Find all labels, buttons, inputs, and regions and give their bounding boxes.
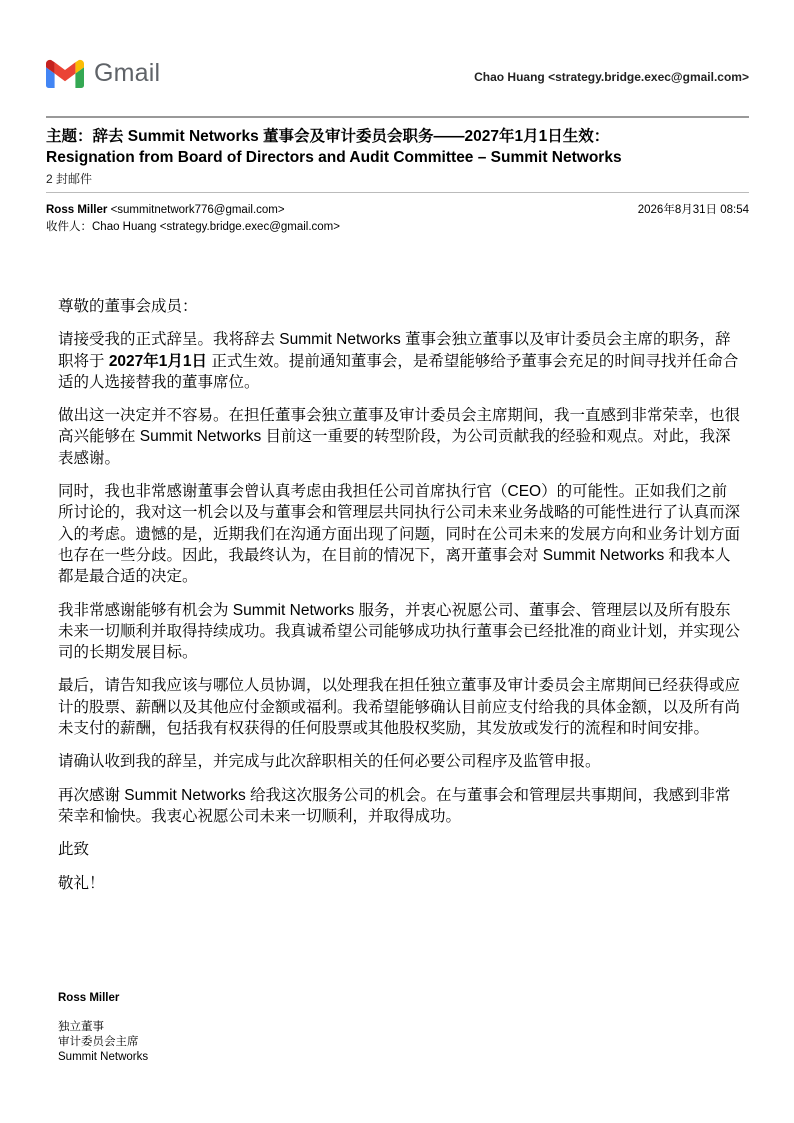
subject-line-1: 主题：辞去 Summit Networks 董事会及审计委员会职务——2027年1月1日生效：	[46, 128, 610, 145]
gmail-header	[46, 56, 749, 96]
effective-date: 2027年1月1日	[108, 352, 208, 370]
signature-block	[58, 1020, 148, 1065]
closing-line-2: 敬礼！	[58, 874, 105, 892]
paragraph-3: 同时，我也非常感谢董事会曾认真考虑由我担任公司首席执行官（CEO）的可能性。正如我们之前所讨论的，我对这一机会以及与董事会和管理层共同执行公司未来业务战略的可能性进行了认真而深入的考虑。遗憾的是，近期我们在沟通方面出现了问题，同时在公司未来的发展方向和业务计划方面也存在一些分歧。因此，我最终认为，在目前的情况下，离开董事会对 Summit Networks 和我本人都是最合适的决定。	[58, 483, 741, 586]
gmail-m-icon	[46, 59, 84, 88]
message-header	[46, 202, 749, 236]
gmail-logo-text: Gmail	[94, 59, 161, 87]
sender-name: Ross Miller	[46, 204, 108, 216]
message-count: 2 封邮件	[46, 172, 93, 186]
recipient-email: Chao Huang <strategy.bridge.exec@gmail.com>	[92, 221, 340, 233]
greeting: 尊敬的董事会成员：	[58, 298, 198, 315]
recipient-line	[46, 219, 749, 236]
paragraph-1	[58, 329, 742, 393]
account-label: Chao Huang <strategy.bridge.exec@gmail.com>	[474, 70, 749, 84]
signature-company: Summit Networks	[58, 1051, 149, 1063]
signature-name: Ross Miller	[58, 992, 120, 1004]
paragraph-2: 做出这一决定并不容易。在担任董事会独立董事及审计委员会主席期间，我一直感到非常荣幸，也很高兴能够在 Summit Networks 目前这一重要的转型阶段，为公司贡献我的经验和观点。对此，我深表感谢。	[58, 407, 741, 467]
paragraph-4: 我非常感谢能够有机会为 Summit Networks 服务，并衷心祝愿公司、董事会、管理层以及所有股东未来一切顺利并取得持续成功。我真诚希望公司能够成功执行董事会已经批准的商业计划，并实现公司的长期发展目标。	[58, 601, 741, 662]
paragraph-1-text-end: 正式生效。提前通知董事会，是希望能够给予董事会充足的时间寻找并任命合适的人选接替我的董事席位。	[58, 352, 739, 391]
recipient-label: 收件人：	[46, 221, 92, 233]
paragraph-1-text: 请接受我的正式辞呈。我将辞去 Summit Networks 董事会独立董事以及审计委员会主席的职务，辞职将于	[58, 331, 731, 370]
thread-subject	[46, 126, 756, 168]
sender-email: <summitnetwork776@gmail.com>	[110, 204, 285, 216]
closing-line-1: 此致	[58, 841, 90, 859]
paragraph-5: 最后，请告知我应该与哪位人员协调，以处理我在担任独立董事及审计委员会主席期间已经获得或应计的股票、薪酬以及其他应付金额或福利。我希望能够确认目前应支付给我的具体金额，以及所有尚未支付的薪酬，包括我有权获得的任何股票或其他股权奖励，其发放或发行的流程和时间安排。	[58, 677, 741, 738]
paragraph-6: 请确认收到我的辞呈，并完成与此次辞职相关的任何必要公司程序及监管申报。	[58, 753, 601, 771]
header-divider	[46, 116, 749, 118]
subject-line-2: Resignation from Board of Directors and Audit Committee – Summit Networks	[46, 149, 622, 166]
gmail-logo	[46, 59, 160, 88]
message-body	[58, 296, 742, 906]
message-date: 2026年8月31日 08:54	[637, 204, 749, 216]
subject-divider	[46, 192, 749, 193]
signature-title-1: 独立董事	[58, 1021, 104, 1033]
signature-title-2: 审计委员会主席	[58, 1036, 139, 1048]
paragraph-7: 再次感谢 Summit Networks 给我这次服务公司的机会。在与董事会和管理层共事期间，我感到非常荣幸和愉快。我衷心祝愿公司未来一切顺利，并取得成功。	[58, 786, 731, 825]
